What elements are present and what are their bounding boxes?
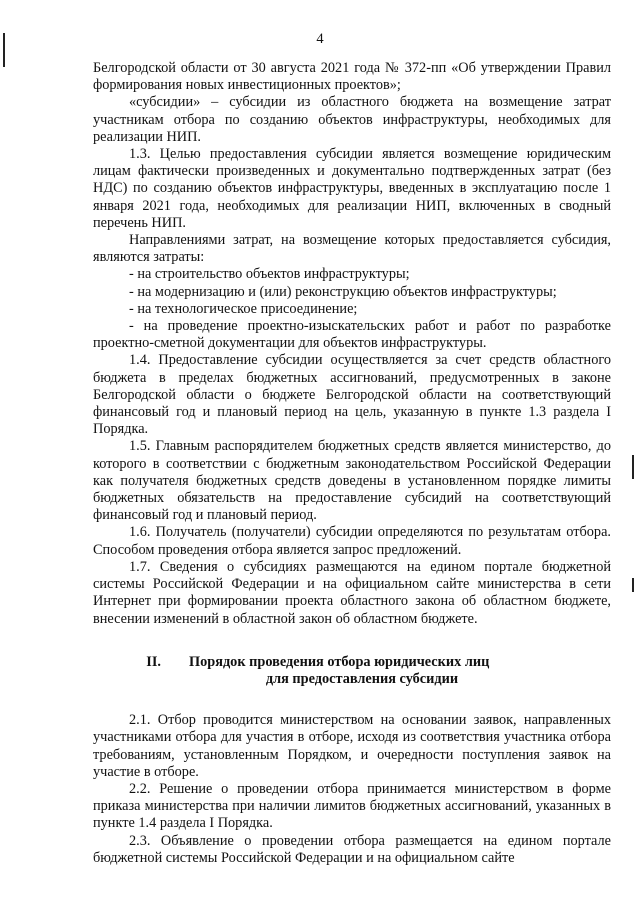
list-item: - на строительство объектов инфраструктуры; bbox=[129, 266, 410, 283]
paragraph: «субсидии» – субсидии из областного бюджета на возмещение затрат участникам отбора по созданию объектов инфраструктуры, необходимых для реализации НИП. bbox=[93, 94, 611, 145]
paragraphs-after-section bbox=[93, 712, 611, 867]
page-number: 4 bbox=[316, 31, 324, 47]
paragraph: 1.5. Главным распорядителем бюджетных средств является министерство, до которого в соответствии с бюджетным законодательством Российской Федерации как получателя бюджетных средств доведены в установленном порядке лимиты бюджетных обязательств на предоставление субсидий на соответствующий финансовый год и плановый период. bbox=[93, 438, 611, 524]
paragraph: 2.3. Объявление о проведении отбора размещается на едином портале бюджетной системы Российской Федерации и на официальном сайте bbox=[93, 832, 611, 866]
document-body bbox=[93, 60, 611, 867]
section-title-line-2: для предоставления субсидии bbox=[265, 670, 459, 687]
list-item: - на модернизацию и (или) реконструкцию объектов инфраструктуры; bbox=[129, 283, 557, 300]
paragraphs-before-section bbox=[93, 60, 611, 628]
section-heading bbox=[93, 654, 611, 688]
paragraph: 1.6. Получатель (получатели) субсидии определяются по результатам отбора. Способом проведения отбора является запрос предложений. bbox=[93, 524, 611, 558]
paragraph: Белгородской области от 30 августа 2021 года № 372-пп «Об утверждении Правил формирования новых инвестиционных проектов»; bbox=[93, 60, 611, 94]
scan-edge-mark-right bbox=[632, 455, 634, 479]
paragraph: 2.1. Отбор проводится министерством на основании заявок, направленных участниками отбора для участия в отборе, исходя из соответствия участника отбора требованиям, установленным Порядком, и очередности поступления заявок на участие в отборе. bbox=[93, 712, 611, 780]
list-item: - на технологическое присоединение; bbox=[129, 300, 358, 317]
paragraph: 1.4. Предоставление субсидии осуществляется за счет средств областного бюджета в пределах бюджетных ассигнований, предусмотренных в законе Белгородской области о бюджете Белгородской области на соответствующий финансовый год и плановый период на цель, указанную в пункте 1.3 раздела I Порядка. bbox=[93, 352, 611, 438]
paragraph: 1.7. Сведения о субсидиях размещаются на едином портале бюджетной системы Российской Федерации и на официальном сайте министерства в сети Интернет при формировании проекта областного закона об областном бюджете, внесении изменений в областной закон об областном бюджете. bbox=[93, 558, 611, 627]
list-item: - на проведение проектно-изыскательских работ и работ по разработке проектно-сметной документации для объектов инфраструктуры. bbox=[93, 318, 611, 352]
scan-edge-mark-right-lower bbox=[632, 578, 634, 592]
paragraph: 1.3. Целью предоставления субсидии является возмещение юридическим лицам фактически произведенных и документально подтвержденных затрат (без НДС) по созданию объектов инфраструктуры, введенных в эксплуатацию после 1 января 2021 года, необходимых для реализации НИП, включенных в сводный перечень НИП. bbox=[93, 146, 611, 231]
paragraph: Направлениями затрат, на возмещение которых предоставляется субсидия, являются затраты: bbox=[93, 232, 611, 266]
section-title-line-1: Порядок проведения отбора юридических лиц bbox=[189, 653, 490, 670]
paragraph: 2.2. Решение о проведении отбора принимается министерством в форме приказа министерства при наличии лимитов бюджетных ассигнований, указанных в пункте 1.4 раздела I Порядка. bbox=[93, 780, 611, 832]
section-number: II. bbox=[146, 653, 161, 670]
